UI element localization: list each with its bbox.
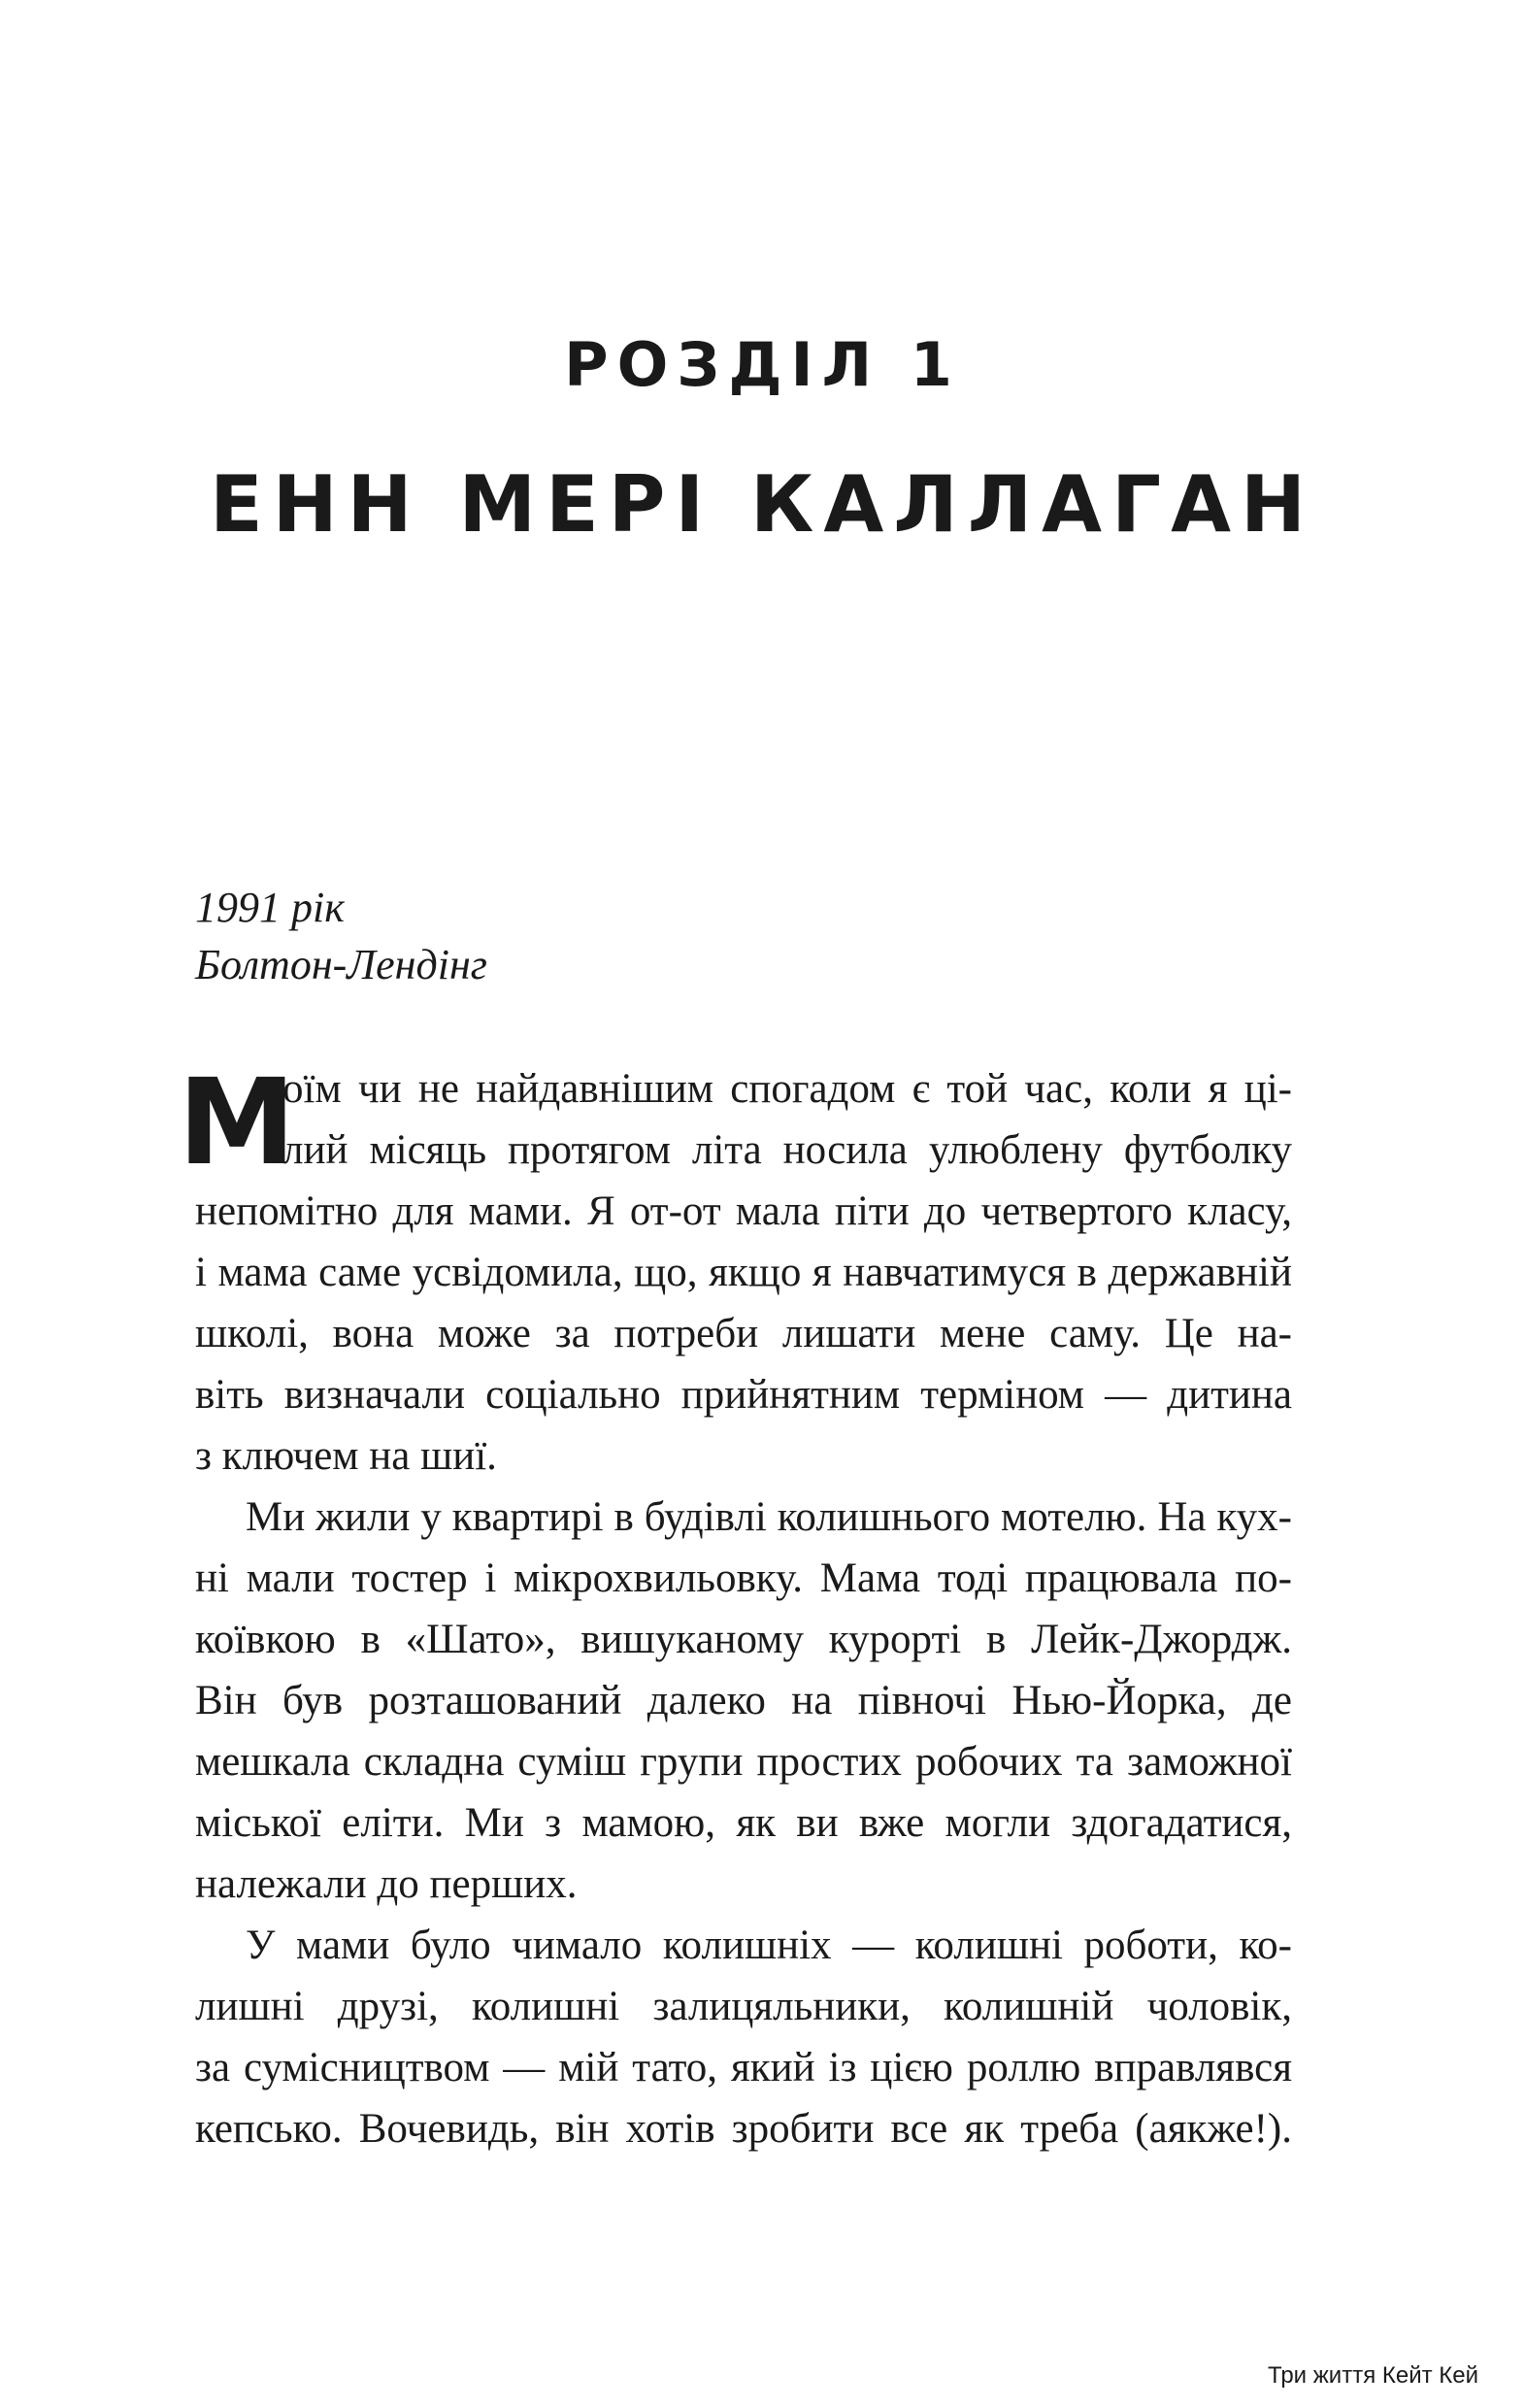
chapter-epigraph <box>195 879 487 993</box>
body-text <box>195 1058 1292 2159</box>
text-line: школі, вона може за потреби лишати мене саму. Це на- <box>195 1311 1292 1356</box>
text-line: Ми жили у квартирі в будівлі колишнього мотелю. На кух- <box>246 1494 1292 1540</box>
svg-text:М: М <box>178 1054 296 1191</box>
text-line: кепсько. Вочевидь, він хотів зробити все як треба (аякже!). <box>195 2106 1292 2152</box>
running-footer: Три життя Кейт Кей <box>1268 2362 1478 2389</box>
text-line: за сумісництвом — мій тато, який із цією роллю вправлявся <box>195 2045 1292 2090</box>
text-line: віть визначали соціально прийнятним терміном — дитина <box>195 1372 1292 1418</box>
text-line: мешкала складна суміш групи простих робочих та заможної <box>195 1739 1292 1785</box>
text-line: з ключем на шиї. <box>195 1433 497 1479</box>
text-line: Він був розташований далеко на півночі Нью-Йорка, де <box>195 1678 1292 1723</box>
text-line: лий місяць протягом літа носила улюблену футболку <box>282 1127 1292 1173</box>
text-line: ні мали тостер і мікрохвильовку. Мама тоді працювала по- <box>195 1555 1292 1601</box>
text-line: оїм чи не найдавнішим спогадом є той час, коли я ці- <box>282 1066 1292 1112</box>
text-line: У мами було чимало колишніх — колишні роботи, ко- <box>246 1923 1292 1968</box>
text-line: коївкою в «Шато», вишуканому курорті в Лейк-Джордж. <box>195 1617 1292 1662</box>
text-line: і мама саме усвідомила, що, якщо я навчатимуся в державній <box>195 1250 1292 1295</box>
text-line: належали до перших. <box>195 1861 578 1907</box>
text-line: лишні друзі, колишні залицяльники, колишній чоловік, <box>195 1984 1292 2029</box>
year-label: 1991 рік <box>195 884 345 931</box>
chapter-number: РОЗДІЛ 1 <box>564 329 961 400</box>
text-line: міської еліти. Ми з мамою, як ви вже могли здогадатися, <box>195 1800 1292 1846</box>
place-label: Болтон-Лендінг <box>195 941 487 988</box>
text-line: непомітно для мами. Я от-от мала піти до четвертого класу, <box>195 1188 1292 1234</box>
chapter-title: ЕНН МЕРІ КАЛЛАГАН <box>210 459 1315 550</box>
